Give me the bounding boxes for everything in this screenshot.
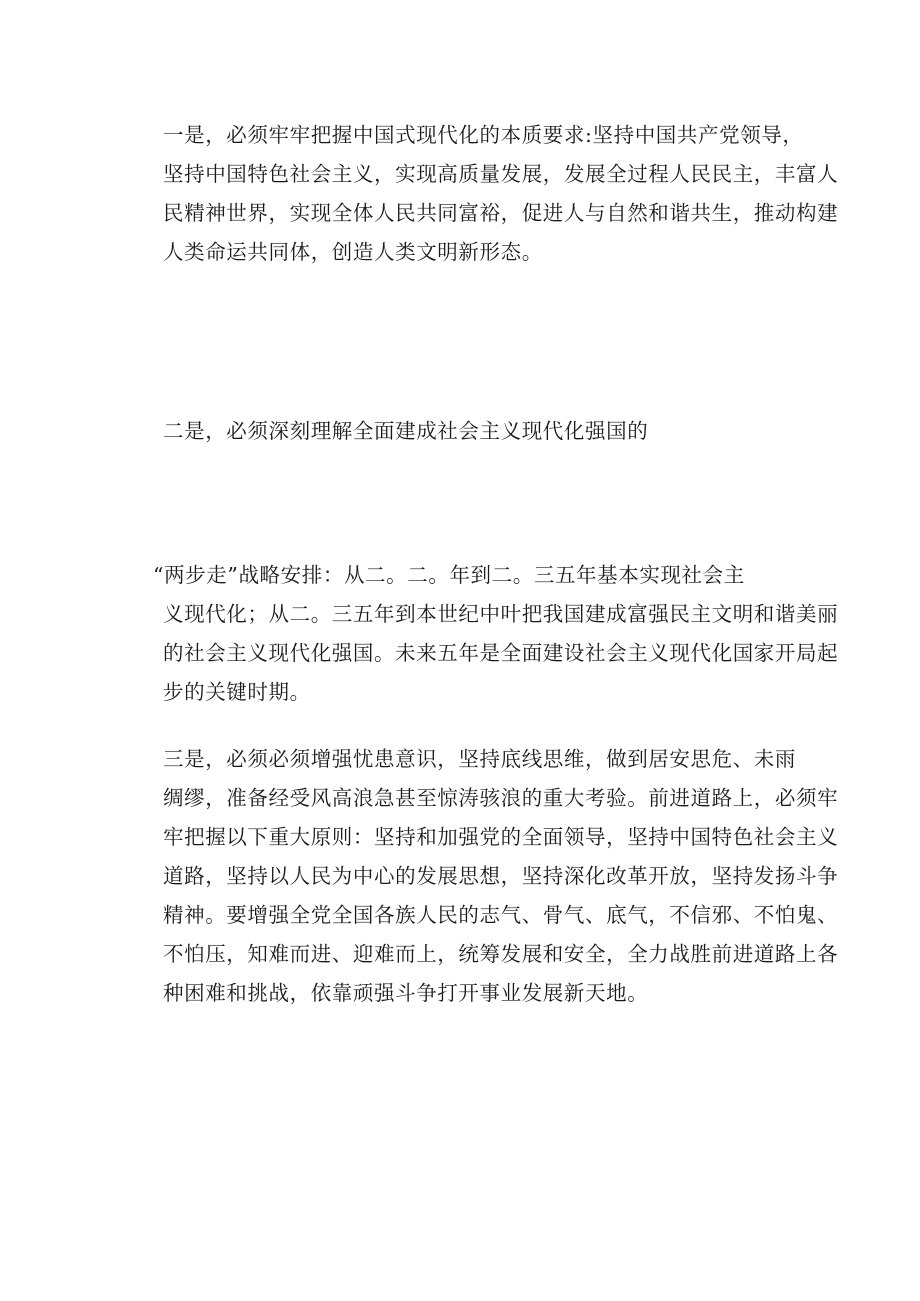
paragraph-3-line-4: 步的关键时期。 bbox=[163, 680, 311, 704]
paragraph-1-line-2: 坚持中国特色社会主义，实现高质量发展，发展全过程人民民主，丰富人 bbox=[163, 162, 839, 186]
paragraph-1-line-1: 一是，必须牢牢把握中国式现代化的本质要求:坚持中国共产党领导， bbox=[163, 123, 804, 147]
paragraph-4-line-2: 绸缪，准备经受风高浪急甚至惊涛骇浪的重大考验。前进道路上，必须牢 bbox=[163, 786, 839, 810]
paragraph-1 bbox=[163, 116, 839, 272]
paragraph-3 bbox=[153, 556, 839, 712]
paragraph-1-line-4: 人类命运共同体，创造人类文明新形态。 bbox=[163, 240, 543, 264]
paragraph-3-line-3: 的社会主义现代化强国。未来五年是全面建设社会主义现代化国家开局起 bbox=[163, 641, 839, 665]
paragraph-4-line-1: 三是，必须必须增强忧患意识，坚持底线思维，做到居安思危、未雨 bbox=[163, 747, 796, 771]
paragraph-2-line-1: 二是，必须深刻理解全面建成社会主义现代化强国的 bbox=[163, 419, 649, 443]
paragraph-4-line-3: 牢把握以下重大原则：坚持和加强党的全面领导，坚持中国特色社会主义 bbox=[163, 825, 839, 849]
paragraph-4-line-6: 不怕压，知难而进、迎难而上，统筹发展和安全，全力战胜前进道路上各 bbox=[163, 942, 839, 966]
paragraph-3-line-1: “两步走”战略安排：从二。二。年到二。三五年基本实现社会主 bbox=[153, 563, 745, 587]
paragraph-3-line-2: 义现代化；从二。三五年到本世纪中叶把我国建成富强民主文明和谐美丽 bbox=[163, 602, 839, 626]
paragraph-2 bbox=[163, 412, 783, 451]
paragraph-1-line-3: 民精神世界，实现全体人民共同富裕，促进人与自然和谐共生，推动构建 bbox=[163, 201, 839, 225]
paragraph-4-line-5: 精神。要增强全党全国各族人民的志气、骨气、底气，不信邪、不怕鬼、 bbox=[163, 903, 839, 927]
paragraph-4-line-4: 道路，坚持以人民为中心的发展思想，坚持深化改革开放，坚持发扬斗争 bbox=[163, 864, 839, 888]
paragraph-4-line-7: 种困难和挑战，依靠顽强斗争打开事业发展新天地。 bbox=[163, 981, 649, 1005]
paragraph-4 bbox=[163, 740, 839, 1013]
